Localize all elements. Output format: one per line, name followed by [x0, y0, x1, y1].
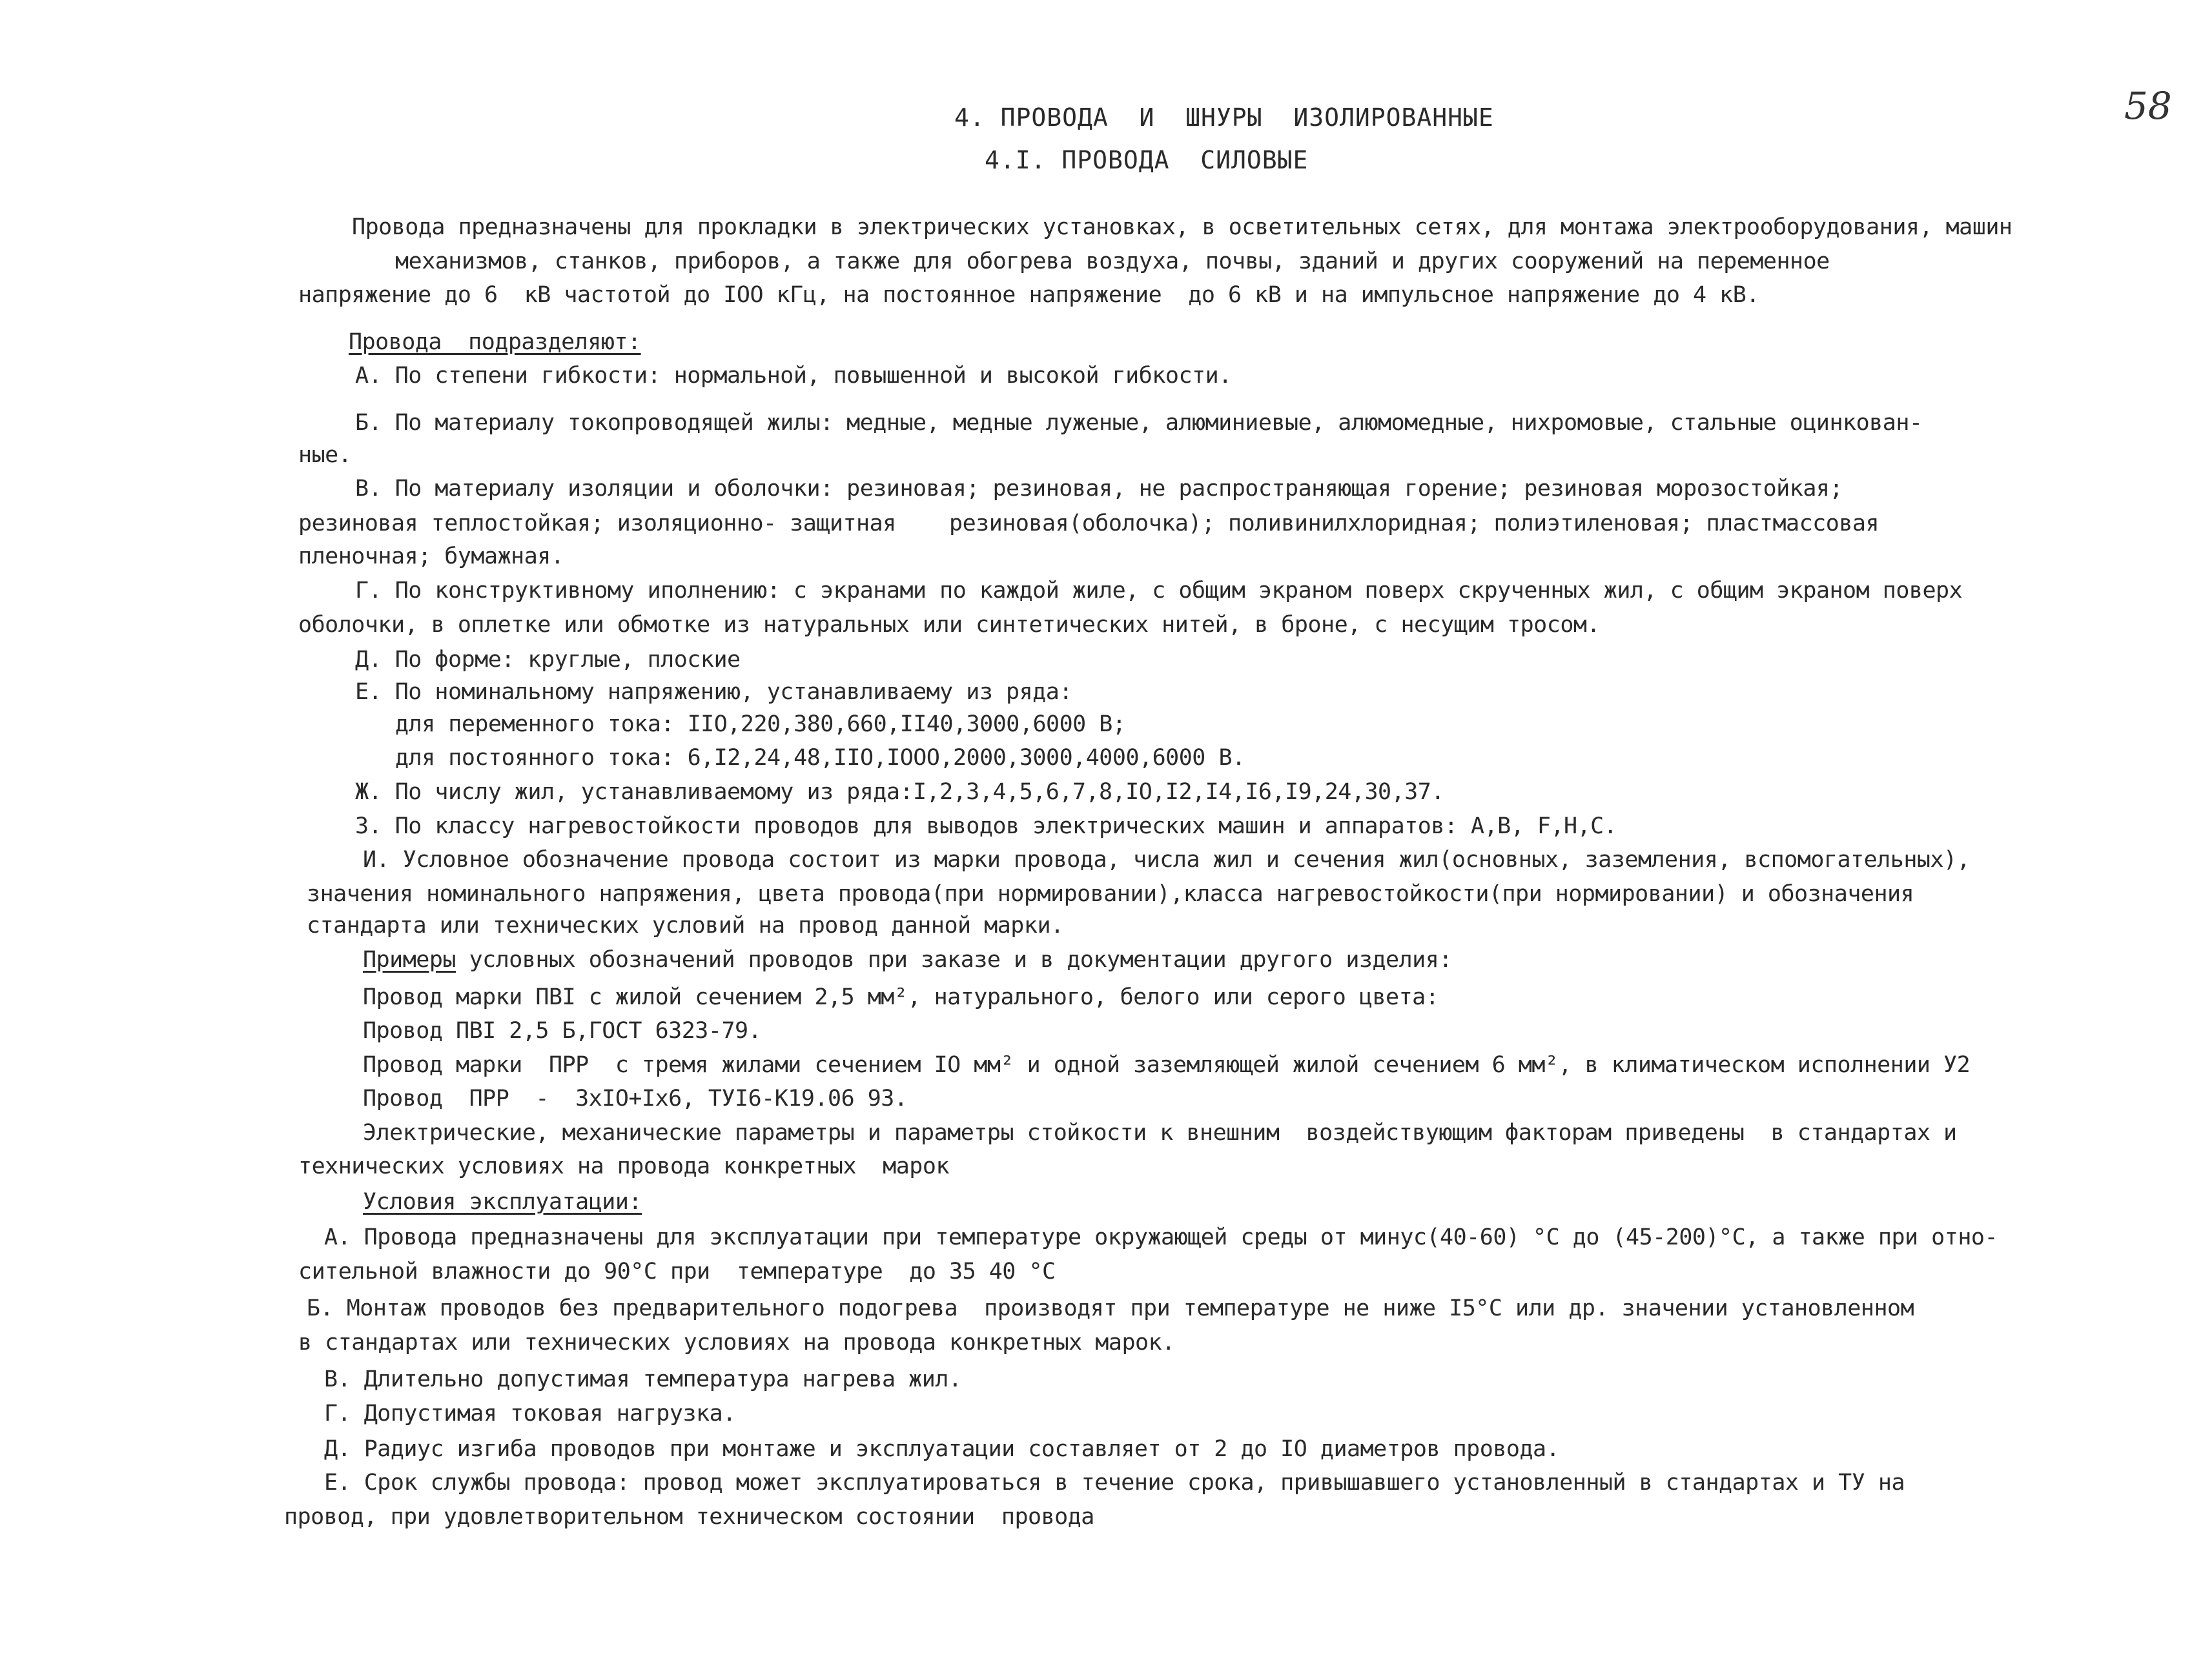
- class-item-a: А. По степени гибкости: нормальной, повышенной и высокой гибкости.: [355, 363, 1232, 389]
- class-item-e-ac: для переменного тока: IIO,220,380,660,II40,3000,6000 В;: [395, 711, 1126, 737]
- class-item-e: Е. По номинальному напряжению, устанавливаему из ряда:: [355, 679, 1072, 705]
- class-item-z: З. По классу нагревостойкости проводов для выводов электрических машин и аппаратов: А,В, F,H,С.: [355, 813, 1617, 839]
- class-item-i-cont2: стандарта или технических условий на провод данной марки.: [307, 913, 1064, 939]
- examples-heading: Примеры: [363, 947, 456, 973]
- subsection-title: 4.I. ПРОВОДА СИЛОВЫЕ: [985, 146, 1309, 174]
- operation-a-cont: сительной влажности до 90°С при температуре до 35 40 °С: [298, 1259, 1056, 1284]
- operation-e: Е. Срок службы провода: провод может эксплуатироваться в течение срока, привышавшего установленный в стандартах и ТУ на: [324, 1470, 1905, 1496]
- example-3: Провод марки ПРР с тремя жилами сечением IO мм² и одной заземляющей жилой сечением 6 мм², в климатическом исполнении У2: [363, 1052, 1971, 1078]
- params-line-1: Электрические, механические параметры и параметры стойкости к внешним воздействующим факторам приведены в стандартах и: [363, 1120, 1957, 1146]
- intro-line-3: напряжение до 6 кВ частотой до IOO кГц, на постоянное напряжение до 6 кВ и на импульсное напряжение до 4 кВ.: [298, 282, 1759, 308]
- examples-intro: [363, 946, 1452, 974]
- class-item-d: Д. По форме: круглые, плоские: [355, 647, 741, 673]
- class-item-g: Г. По конструктивному иполнению: с экранами по каждой жиле, с общим экраном поверх скрученных жил, с общим экраном поверх: [355, 578, 1963, 604]
- examples-heading-rest: условных обозначений проводов при заказе и в документации другого изделия:: [456, 947, 1452, 973]
- class-item-i: И. Условное обозначение провода состоит из марки провода, числа жил и сечения жил(основных, заземления, вспомогательных),: [363, 847, 1971, 873]
- operation-a: А. Провода предназначены для эксплуатации при температуре окружающей среды от минус(40-60) °С до (45-200)°С, а также при отно-: [324, 1224, 1998, 1250]
- operation-v: В. Длительно допустимая температура нагрева жил.: [324, 1366, 962, 1392]
- operation-b: Б. Монтаж проводов без предварительного подогрева производят при температуре не ниже I5°С или др. значении установленном: [307, 1295, 1914, 1321]
- operation-d: Д. Радиус изгиба проводов при монтаже и эксплуатации составляет от 2 до IO диаметров провода.: [324, 1436, 1560, 1462]
- intro-line-2: механизмов, станков, приборов, а также для обогрева воздуха, почвы, зданий и других сооружений на переменное: [395, 249, 1830, 274]
- page-number: 58: [2124, 84, 2172, 128]
- class-item-i-cont1: значения номинального напряжения, цвета провода(при нормировании),класса нагревостойкости(при нормировании) и обозначения: [307, 881, 1914, 907]
- params-line-2: технических условиях на провода конкретных марок: [298, 1153, 950, 1179]
- class-item-e-dc: для постоянного тока: 6,I2,24,48,IIO,IOOO,2000,3000,4000,6000 В.: [395, 745, 1245, 771]
- class-item-v-cont1: резиновая теплостойкая; изоляционно- защитная резиновая(оболочка); поливинилхлоридная; полиэтиленовая; пластмассовая: [298, 511, 1879, 536]
- operation-heading: Условия эксплуатации:: [363, 1189, 642, 1215]
- class-item-v-cont2: пленочная; бумажная.: [298, 543, 564, 569]
- section-title: 4. ПРОВОДА И ШНУРЫ ИЗОЛИРОВАННЫЕ: [954, 103, 1494, 132]
- example-2: Провод ПВI 2,5 Б,ГОСТ 6323-79.: [363, 1018, 762, 1044]
- example-4: Провод ПРР - 3хIО+Iх6, ТУI6-К19.06 93.: [363, 1086, 908, 1112]
- class-item-g-cont: оболочки, в оплетке или обмотке из натуральных или синтетических нитей, в броне, с несущим тросом.: [298, 612, 1601, 638]
- classification-heading: Провода подразделяют:: [349, 329, 641, 355]
- example-1: Провод марки ПВI с жилой сечением 2,5 мм², натурального, белого или серого цвета:: [363, 984, 1439, 1010]
- intro-line-1: Провода предназначены для прокладки в электрических установках, в осветительных сетях, для монтажа электрооборудования, машин: [352, 214, 2012, 240]
- class-item-v: В. По материалу изоляции и оболочки: резиновая; резиновая, не распространяющая горение; резиновая морозостойкая;: [355, 476, 1843, 502]
- operation-b-cont: в стандартах или технических условиях на провода конкретных марок.: [298, 1330, 1175, 1355]
- operation-g: Г. Допустимая токовая нагрузка.: [324, 1401, 736, 1427]
- operation-e-cont: провод, при удовлетворительном техническом состоянии провода: [284, 1504, 1094, 1530]
- class-item-b-cont: ные.: [298, 442, 352, 468]
- class-item-zh: Ж. По числу жил, устанавливаемому из ряда:I,2,3,4,5,6,7,8,IO,I2,I4,I6,I9,24,30,37.: [355, 779, 1444, 805]
- class-item-b: Б. По материалу токопроводящей жилы: медные, медные луженые, алюминиевые, алюмомедные, нихромовые, стальные оцинкован-: [355, 410, 1923, 436]
